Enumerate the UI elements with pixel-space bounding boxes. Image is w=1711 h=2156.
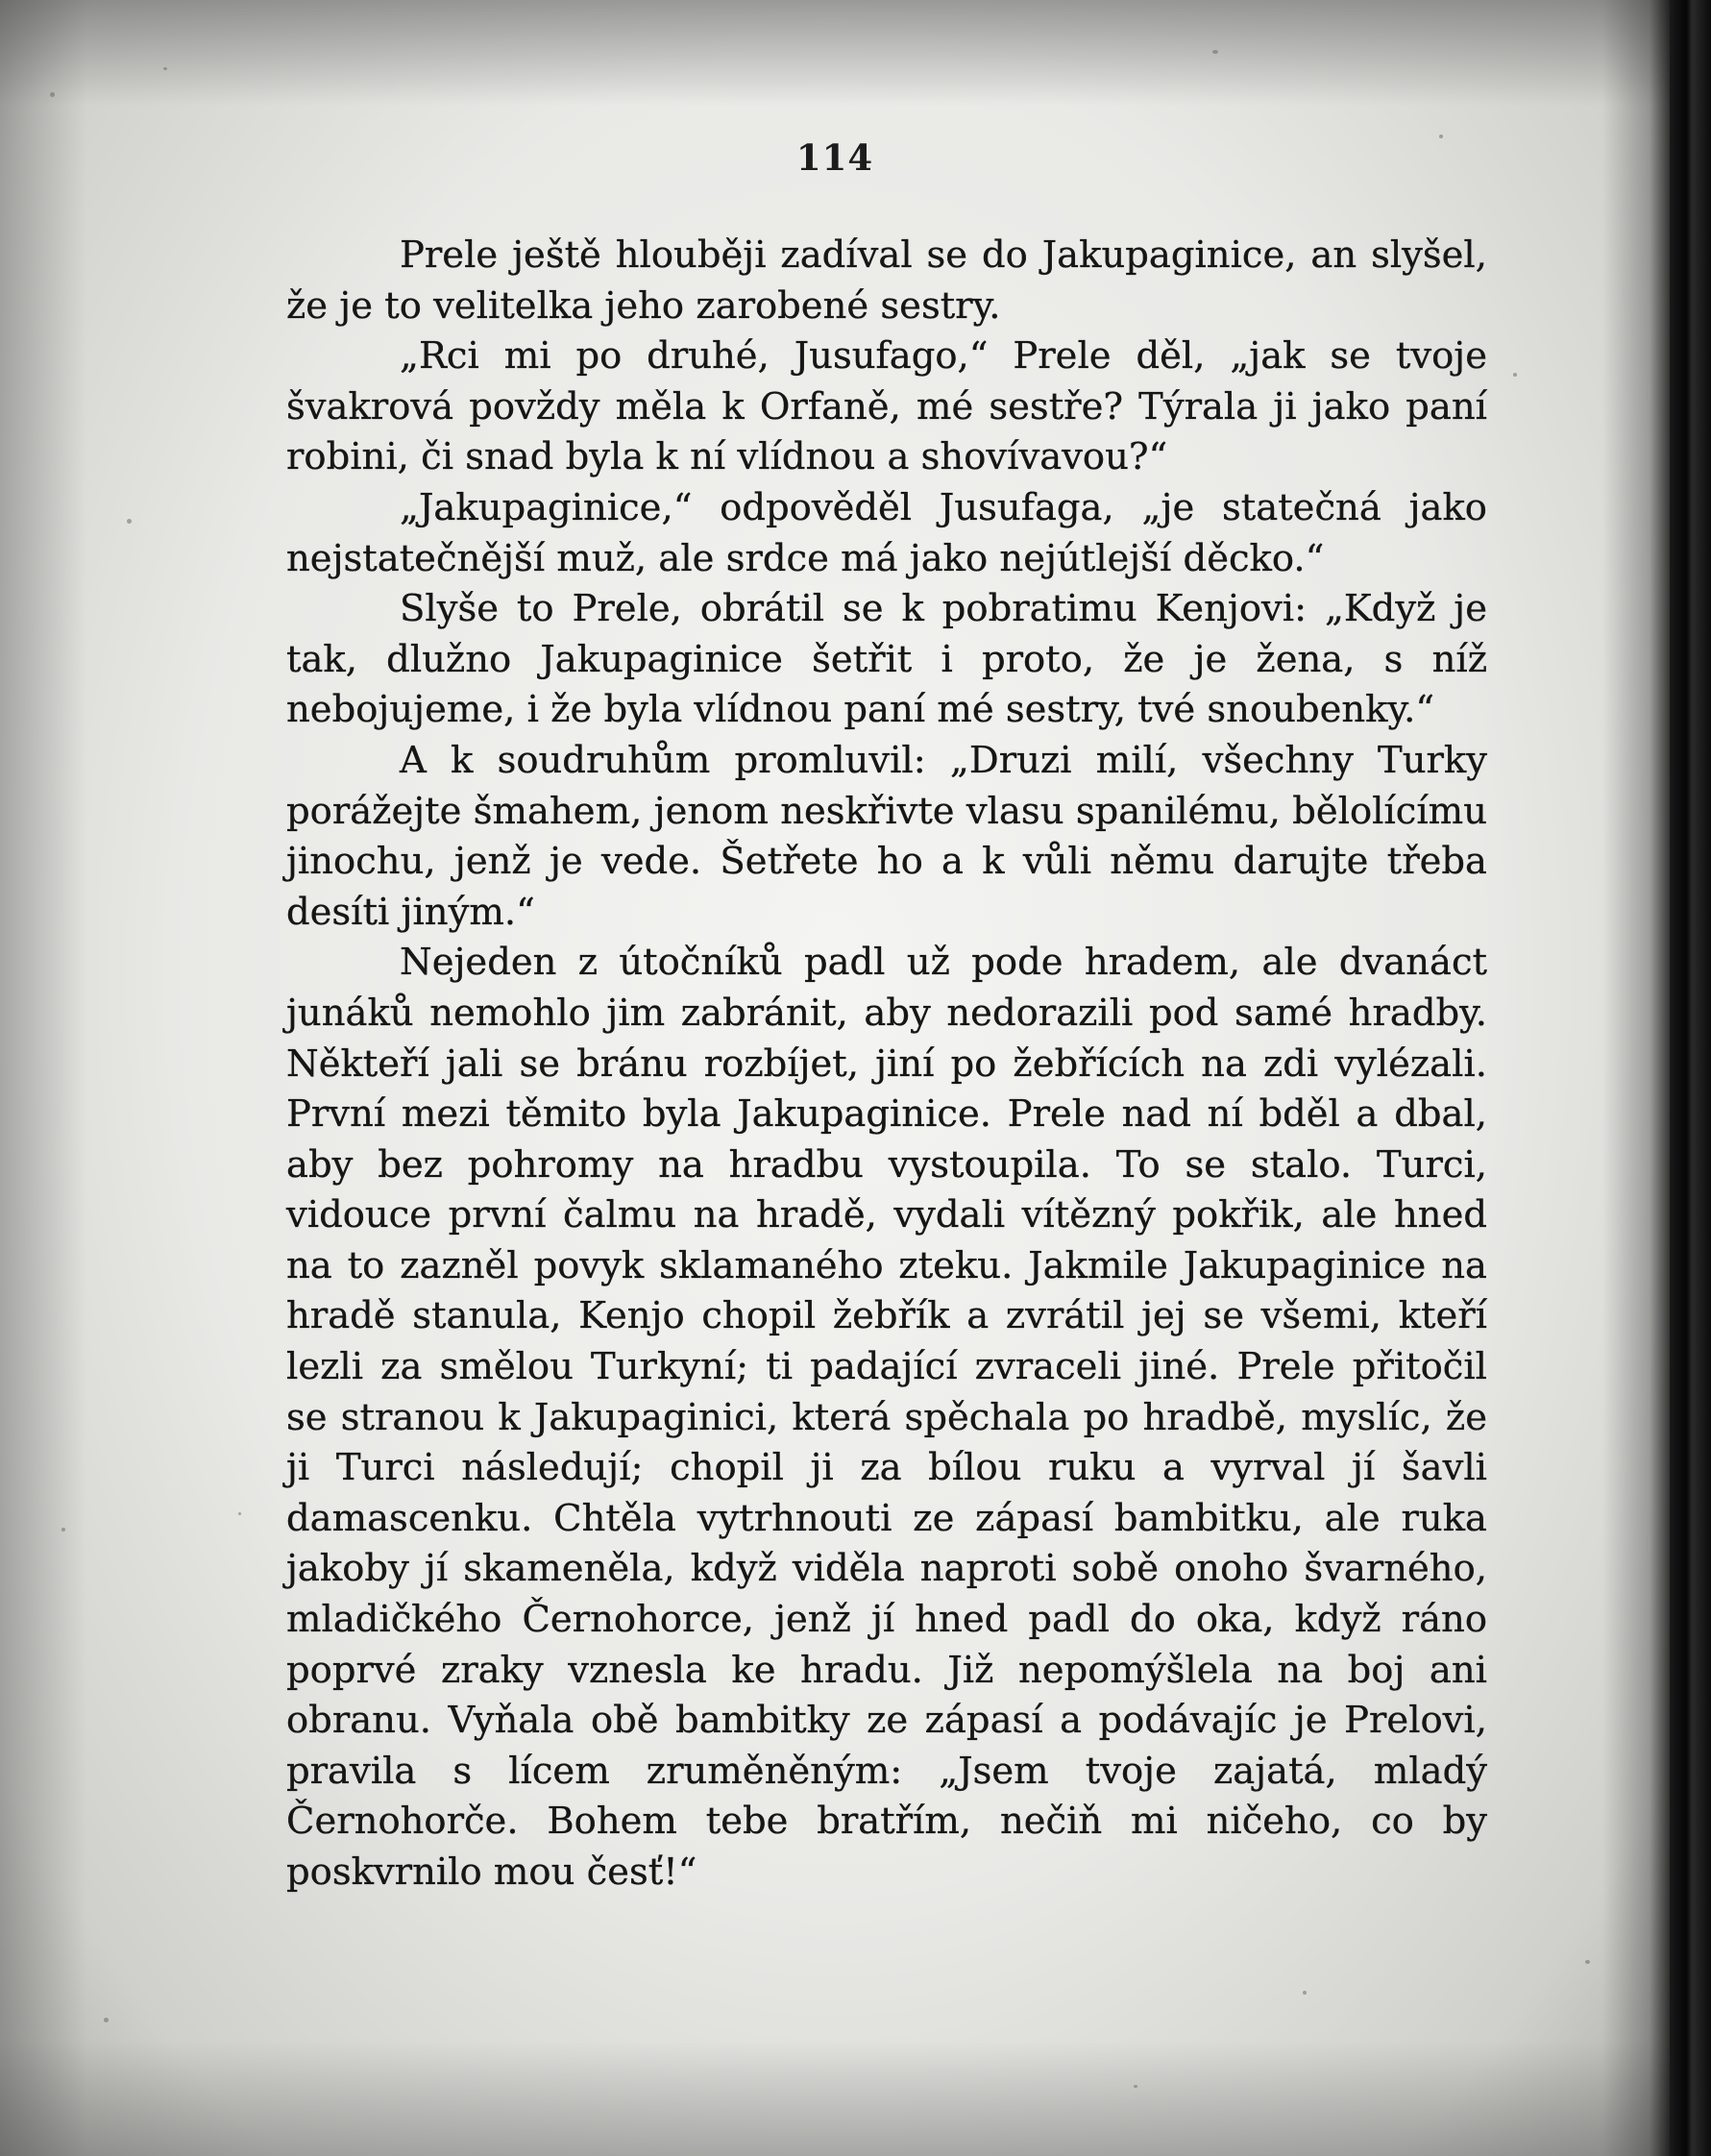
page-edge-shading-right (1602, 0, 1670, 2156)
paper-speck (61, 1528, 65, 1531)
page-edge-shading-bottom (0, 2041, 1670, 2156)
paragraph: „Rci mi po druhé, Jusufago,“ Prele děl, „jak se tvoje švakrová povždy měla k Orfaně, mé sestře? Týrala ji jako paní robini, či snad byla k ní vlídnou a shovívavou?“ (286, 334, 1487, 479)
paper-speck (1585, 1960, 1590, 1964)
body-text (286, 231, 1487, 1899)
paper-speck (50, 92, 55, 97)
paragraph: Slyše to Prele, obrátil se k pobratimu Kenjovi: „Když je tak, dlužno Jakupaginice šetřit i proto, že je žena, s níž nebojujeme, i že byla vlídnou paní mé sestry, tvé snoubenky.“ (286, 587, 1487, 732)
paper-speck (104, 2018, 109, 2022)
paper-speck (238, 1512, 241, 1515)
paragraph: „Jakupaginice,“ odpověděl Jusufaga, „je statečná jako nejstatečnější muž, ale srdce má jako nejútlejší děcko.“ (286, 485, 1487, 580)
paragraph: Nejeden z útočníků padl už pode hradem, ale dvanáct junáků nemohlo jim zabránit, aby nedorazili pod samé hradby. Někteří jali se bránu rozbíjet, jiní po žebřících na zdi vylézali. První mezi těmito byla Jakupaginice. Prele nad ní bděl a dbal, aby bez pohromy na hradbu vystoupila. To se stalo. Turci, vidouce první čalmu na hradě, vydali vítězný pokřik, ale hned na to zazněl povyk sklamaného zteku. Jakmile Jakupaginice na hradě stanula, Kenjo chopil žebřík a zvrátil jej se všemi, kteří lezli za smělou Turkyní; ti padající zvraceli jiné. Prele přitočil se stranou k Jakupaginici, která spěchala po hradbě, myslíc, že ji Turci následují; chopil ji za bílou ruku a vyrval jí šavli damascenku. Chtěla vytrhnouti ze zápasí bambitku, ale ruka jakoby jí skameněla, když viděla naproti sobě onoho švarného, mladičkého Černohorce, jenž jí hned padl do oka, když ráno poprvé zraky vznesla ke hradu. Již nepomýšlela na boj ani obranu. Vyňala obě bambitky ze zápasí a podávajíc je Prelovi, pravila s lícem zruměněným: „Jsem tvoje zajatá, mladý Černohorče. Bohem tebe bratřím, nečiň mi ničeho, co by poskvrnilo mou česť!“ (286, 941, 1487, 1894)
paper-speck (1513, 373, 1517, 377)
page-number: 114 (795, 136, 874, 179)
paper-speck (1212, 50, 1218, 54)
paper-speck (1303, 1991, 1307, 1995)
paper-speck (127, 519, 132, 524)
page-edge-shading-top (0, 0, 1670, 106)
paragraph: A k soudruhům promluvil: „Druzi milí, všechny Turky porážejte šmahem, jenom neskřivte vlasu spanilému, bělolícímu jinochu, jenž je vede. Šetřete ho a k vůli němu darujte třeba desíti jiným.“ (286, 738, 1487, 934)
paper-speck (1134, 2085, 1137, 2088)
scan-dark-border (1670, 0, 1711, 2156)
paper-speck (163, 67, 167, 70)
paragraph: Prele ještě hlouběji zadíval se do Jakupaginice, an slyšel, že je to velitelka jeho zarobené sestry. (286, 233, 1487, 328)
page-edge-shading-left (0, 0, 86, 2156)
